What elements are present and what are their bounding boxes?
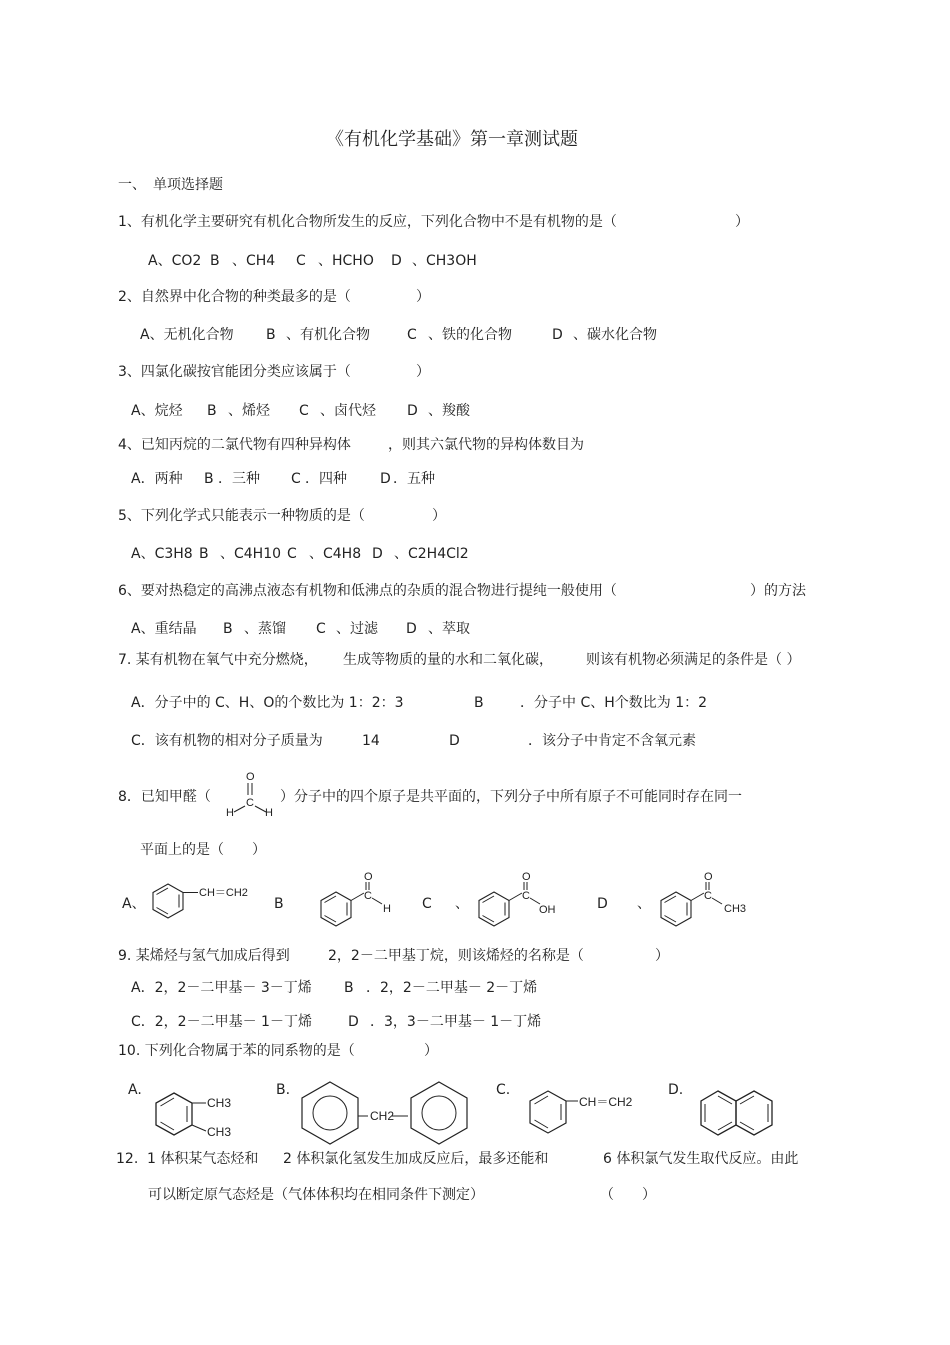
question-7-option-b: ．分子中 C、H个数比为 1：2 [520,695,708,711]
question-1-option-a: A、CO2 [148,253,202,269]
question-5-paren: ） [432,508,446,524]
page-title: 《有机化学基础》第一章测试题 [326,129,578,150]
benzaldehyde-carbon: C [364,890,372,902]
formaldehyde-carbon: C [246,797,254,809]
formaldehyde-oxygen: O [246,771,255,783]
question-10-label-c: C. [496,1082,511,1098]
question-7-option-c: C．该有机物的相对分子质量为 [131,733,323,749]
question-1-option-d-letter: D [391,253,402,269]
question-3-paren: ） [416,364,430,380]
question-12-stem-part-3: 6 体积氯气发生取代反应。由此 [603,1151,799,1167]
acetophenone-oxygen: O [704,871,713,883]
question-6-option-d: 、萃取 [428,621,470,637]
acetophenone-structure [654,866,760,932]
question-5-option-a: A、C3H8 [131,546,193,562]
question-6-option-d-letter: D [406,621,417,637]
question-8-label-a: A、 [122,896,146,912]
question-12-paren: （ ） [600,1187,656,1203]
question-6-stem: 6、要对热稳定的高沸点液态有机物和低沸点的杂质的混合物进行提纯一般使用（ [118,583,617,599]
styrene-vinyl-group: CH＝CH2 [199,887,248,899]
question-10-label-d: D. [668,1082,684,1098]
question-4-option-b: ．三种 [218,471,260,487]
styrene-structure-c [524,1086,648,1140]
formaldehyde-structure [218,768,282,820]
question-3-option-b-letter: B [207,403,217,419]
question-10-label-a: A. [128,1082,142,1098]
question-1-option-b-letter: B [210,253,220,269]
question-12-stem-continued: 可以断定原气态烃是（气体体积均在相同条件下测定） [148,1187,484,1203]
question-10-stem: 10. 下列化合物属于苯的同系物的是（ [118,1043,355,1059]
o-xylene-methyl-1: CH3 [207,1096,232,1110]
benzaldehyde-oxygen: O [364,871,373,883]
question-5-option-d: 、C2H4Cl2 [394,546,469,562]
benzoic-acid-carbon: C [522,890,530,902]
question-7-option-d: ．该分子中肯定不含氧元素 [528,733,696,749]
question-2-option-d-letter: D [552,327,563,343]
question-9-option-d: ．3，3－二甲基－ 1－丁烯 [370,1014,542,1030]
question-4-stem: 4、已知丙烷的二氯代物有四种异构体 [118,437,351,453]
question-1-option-c-letter: C [296,253,306,269]
question-7-stem-part-1: 7. 某有机物在氧气中充分燃烧， [118,652,318,668]
question-5-option-b: 、C4H10 [220,546,282,562]
question-3-stem: 3、四氯化碳按官能团分类应该属于（ [118,364,351,380]
question-5-option-b-letter: B [199,546,209,562]
question-8-label-d: D [597,896,608,912]
section-heading: 单项选择题 [153,177,223,193]
question-1-stem: 1、有机化学主要研究有机化合物所发生的反应，下列化合物中不是有机物的是（ [118,214,617,230]
question-12-stem-part-1: 1 体积某气态烃和 [147,1151,259,1167]
question-4-option-a: A．两种 [131,471,183,487]
question-3-option-a: A、烷烃 [131,403,183,419]
benzoic-acid-oxygen: O [522,871,531,883]
question-2-option-b-letter: B [266,327,276,343]
question-3-option-c-letter: C [299,403,309,419]
question-3-option-d: 、羧酸 [428,403,470,419]
benzoic-acid-structure [472,866,572,932]
acetophenone-carbon: C [704,890,712,902]
question-7-option-d-letter: D [449,733,460,749]
question-12-number: 12. [116,1151,139,1167]
question-8-stem-continued: 平面上的是（ ） [140,842,266,858]
question-5-option-c: 、C4H8 [309,546,362,562]
o-xylene-methyl-2: CH3 [207,1125,232,1139]
question-2-paren: ） [416,289,430,305]
section-number: 一、 [118,177,146,193]
question-1-option-d: 、CH3OH [412,253,477,269]
benzaldehyde-hydrogen: H [383,903,391,915]
question-7-stem-part-3: 则该有机物必须满足的条件是（ ） [586,652,801,668]
formaldehyde-hydrogen-right: H [265,807,273,819]
question-9-stem-continued: 2，2－二甲基丁烷，则该烯烃的名称是（ [328,948,584,964]
question-9-option-d-letter: D [348,1014,359,1030]
naphthalene-structure [698,1087,780,1141]
question-6-option-a: A、重结晶 [131,621,197,637]
question-2-stem: 2、自然界中化合物的种类最多的是（ [118,289,351,305]
diphenylmethane-methylene: CH2 [370,1109,395,1123]
question-7-option-c-value: 14 [362,733,380,749]
question-2-option-b: 、有机化合物 [286,327,370,343]
question-3-option-b: 、烯烃 [228,403,270,419]
diphenylmethane-structure [296,1078,496,1148]
question-4-option-b-letter: B [204,471,214,487]
question-5-option-d-letter: D [372,546,383,562]
question-2-option-c: 、铁的化合物 [428,327,512,343]
question-5-option-c-letter: C [287,546,297,562]
question-4-option-c: ．四种 [305,471,347,487]
question-8-label-c-sep: 、 [455,896,469,912]
question-4-option-d-letter: D [380,471,391,487]
acetophenone-methyl: CH3 [724,903,747,915]
question-4-stem-continued: ，则其六氯代物的异构体数目为 [388,437,584,453]
question-7-stem-part-2: 生成等物质的量的水和二氧化碳， [343,652,553,668]
question-6-option-b: 、蒸馏 [244,621,286,637]
question-6-paren: ）的方法 [750,583,806,599]
formaldehyde-hydrogen-left: H [226,807,234,819]
question-9-option-a: A．2，2－二甲基－ 3－丁烯 [131,980,312,996]
question-3-option-c: 、卤代烃 [320,403,376,419]
question-8-label-c: C [422,896,432,912]
benzoic-acid-hydroxyl: OH [539,904,556,916]
question-8-stem-part-2: ）分子中的四个原子是共平面的，下列分子中所有原子不可能同时存在同一 [280,789,742,805]
question-1-option-b: 、CH4 [232,253,276,269]
question-9-option-b-letter: B [344,980,354,996]
question-7-option-b-letter: B [474,695,484,711]
question-6-option-c: 、过滤 [336,621,378,637]
benzaldehyde-structure [314,866,404,932]
question-4-option-d: ．五种 [393,471,435,487]
question-4-option-c-letter: C [291,471,301,487]
question-6-option-c-letter: C [316,621,326,637]
question-9-option-c: C．2，2－二甲基－ 1－丁烯 [131,1014,312,1030]
question-8-label-d-sep: 、 [637,896,651,912]
question-8-stem-part-1: 8．已知甲醛（ [118,789,211,805]
question-1-paren: ） [735,214,749,230]
question-9-stem: 9. 某烯烃与氢气加成后得到 [118,948,290,964]
question-10-paren: ） [424,1043,438,1059]
question-2-option-c-letter: C [407,327,417,343]
question-5-stem: 5、下列化学式只能表示一种物质的是（ [118,508,365,524]
question-2-option-a: A、无机化合物 [140,327,234,343]
o-xylene-structure [150,1085,240,1145]
question-3-option-d-letter: D [407,403,418,419]
question-9-paren: ） [655,948,669,964]
question-10-label-b: B. [276,1082,291,1098]
styrene-c-vinyl-group: CH＝CH2 [579,1095,633,1109]
question-6-option-b-letter: B [223,621,233,637]
question-12-stem-part-2: 2 体积氯化氢发生加成反应后，最多还能和 [283,1151,549,1167]
question-1-option-c: 、HCHO [318,253,374,269]
styrene-structure [148,876,260,924]
question-9-option-b: ．2，2－二甲基－ 2－丁烯 [366,980,538,996]
question-2-option-d: 、碳水化合物 [573,327,657,343]
question-7-option-a: A．分子中的 C、H、O的个数比为 1：2：3 [131,695,404,711]
question-8-label-b: B [274,896,284,912]
